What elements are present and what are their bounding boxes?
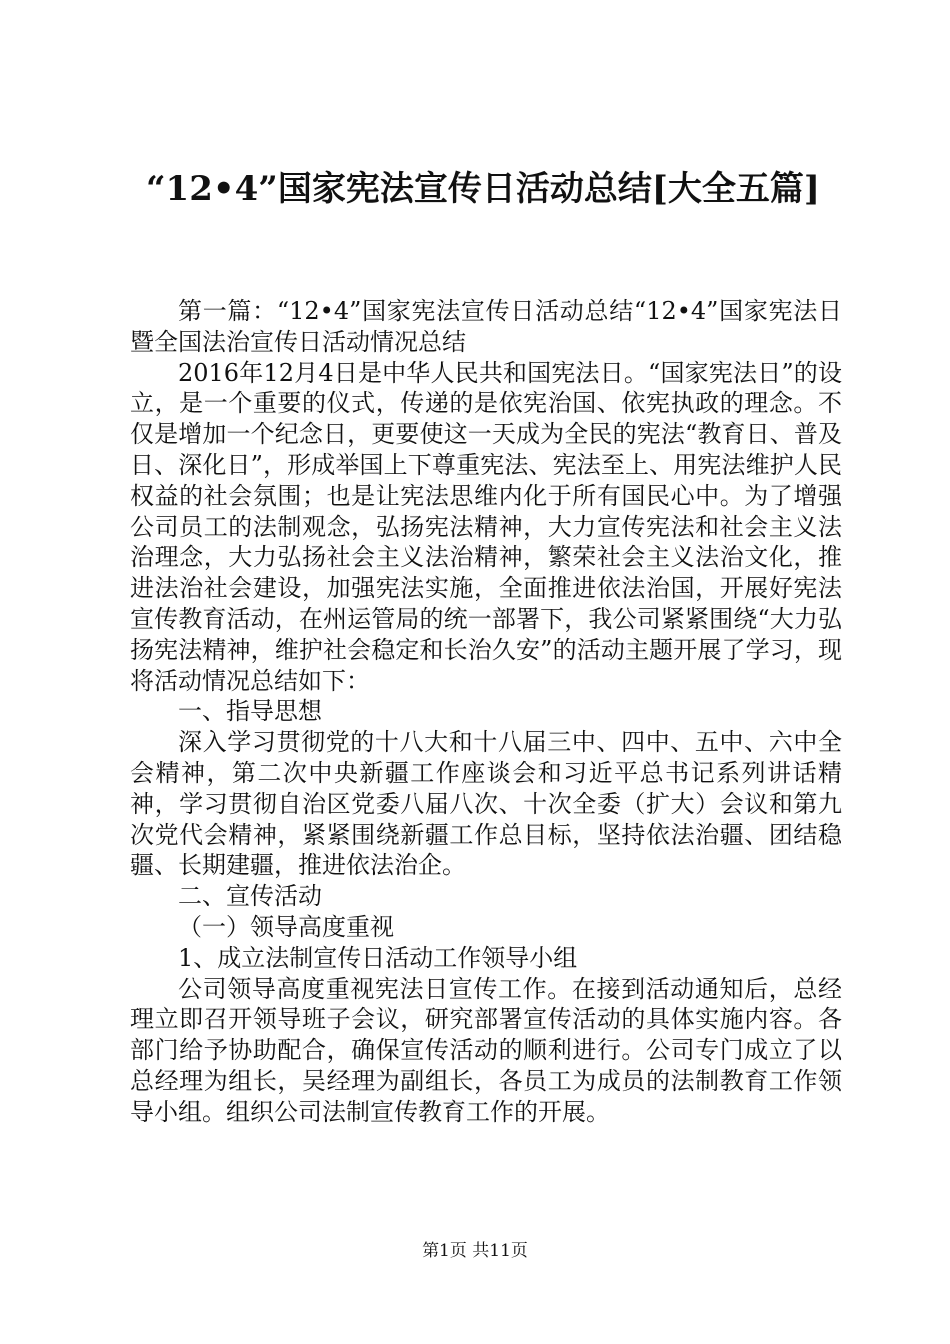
document-body	[130, 296, 842, 1128]
section-heading: 一、指导思想	[178, 697, 322, 726]
section-heading: 二、宣传活动	[178, 882, 322, 911]
paragraph: 第一篇：“12•4”国家宪法宣传日活动总结“12•4”国家宪法日暨全国法治宣传日活动情况总结	[130, 297, 842, 356]
document-title: “12•4”国家宪法宣传日活动总结[大全五篇]	[146, 169, 820, 209]
paragraph: 2016年12月4日是中华人民共和国宪法日。“国家宪法日”的设立，是一个重要的仪式，传递的是依宪治国、依宪执政的理念。不仅是增加一个纪念日，更要使这一天成为全民的宪法“教育日、普及日、深化日”，形成举国上下尊重宪法、宪法至上、用宪法维护人民权益的社会氛围；也是让宪法思维内化于所有国民心中。为了增强公司员工的法制观念，弘扬宪法精神，大力宣传宪法和社会主义法治理念，大力弘扬社会主义法治精神，繁荣社会主义法治文化，推进法治社会建设，加强宪法实施，全面推进依法治国，开展好宪法宣传教育活动，在州运管局的统一部署下，我公司紧紧围绕“大力弘扬宪法精神，维护社会稳定和长治久安”的活动主题开展了学习，现将活动情况总结如下：	[130, 358, 842, 695]
page-footer: 第1页 共11页	[422, 1241, 528, 1261]
subsection-heading: 1、成立法制宣传日活动工作领导小组	[178, 943, 578, 972]
paragraph: 深入学习贯彻党的十八大和十八届三中、四中、五中、六中全会精神，第二次中央新疆工作座谈会和习近平总书记系列讲话精神，学习贯彻自治区党委八届八次、十次全委（扩大）会议和第九次党代会精神，紧紧围绕新疆工作总目标，坚持依法治疆、团结稳疆、长期建疆，推进依法治企。	[130, 728, 842, 880]
subsection-heading: （一）领导高度重视	[178, 912, 394, 941]
paragraph: 公司领导高度重视宪法日宣传工作。在接到活动通知后，总经理立即召开领导班子会议，研究部署宣传活动的具体实施内容。各部门给予协助配合，确保宣传活动的顺利进行。公司专门成立了以总经理为组长，吴经理为副组长，各员工为成员的法制教育工作领导小组。组织公司法制宣传教育工作的开展。	[130, 974, 842, 1126]
